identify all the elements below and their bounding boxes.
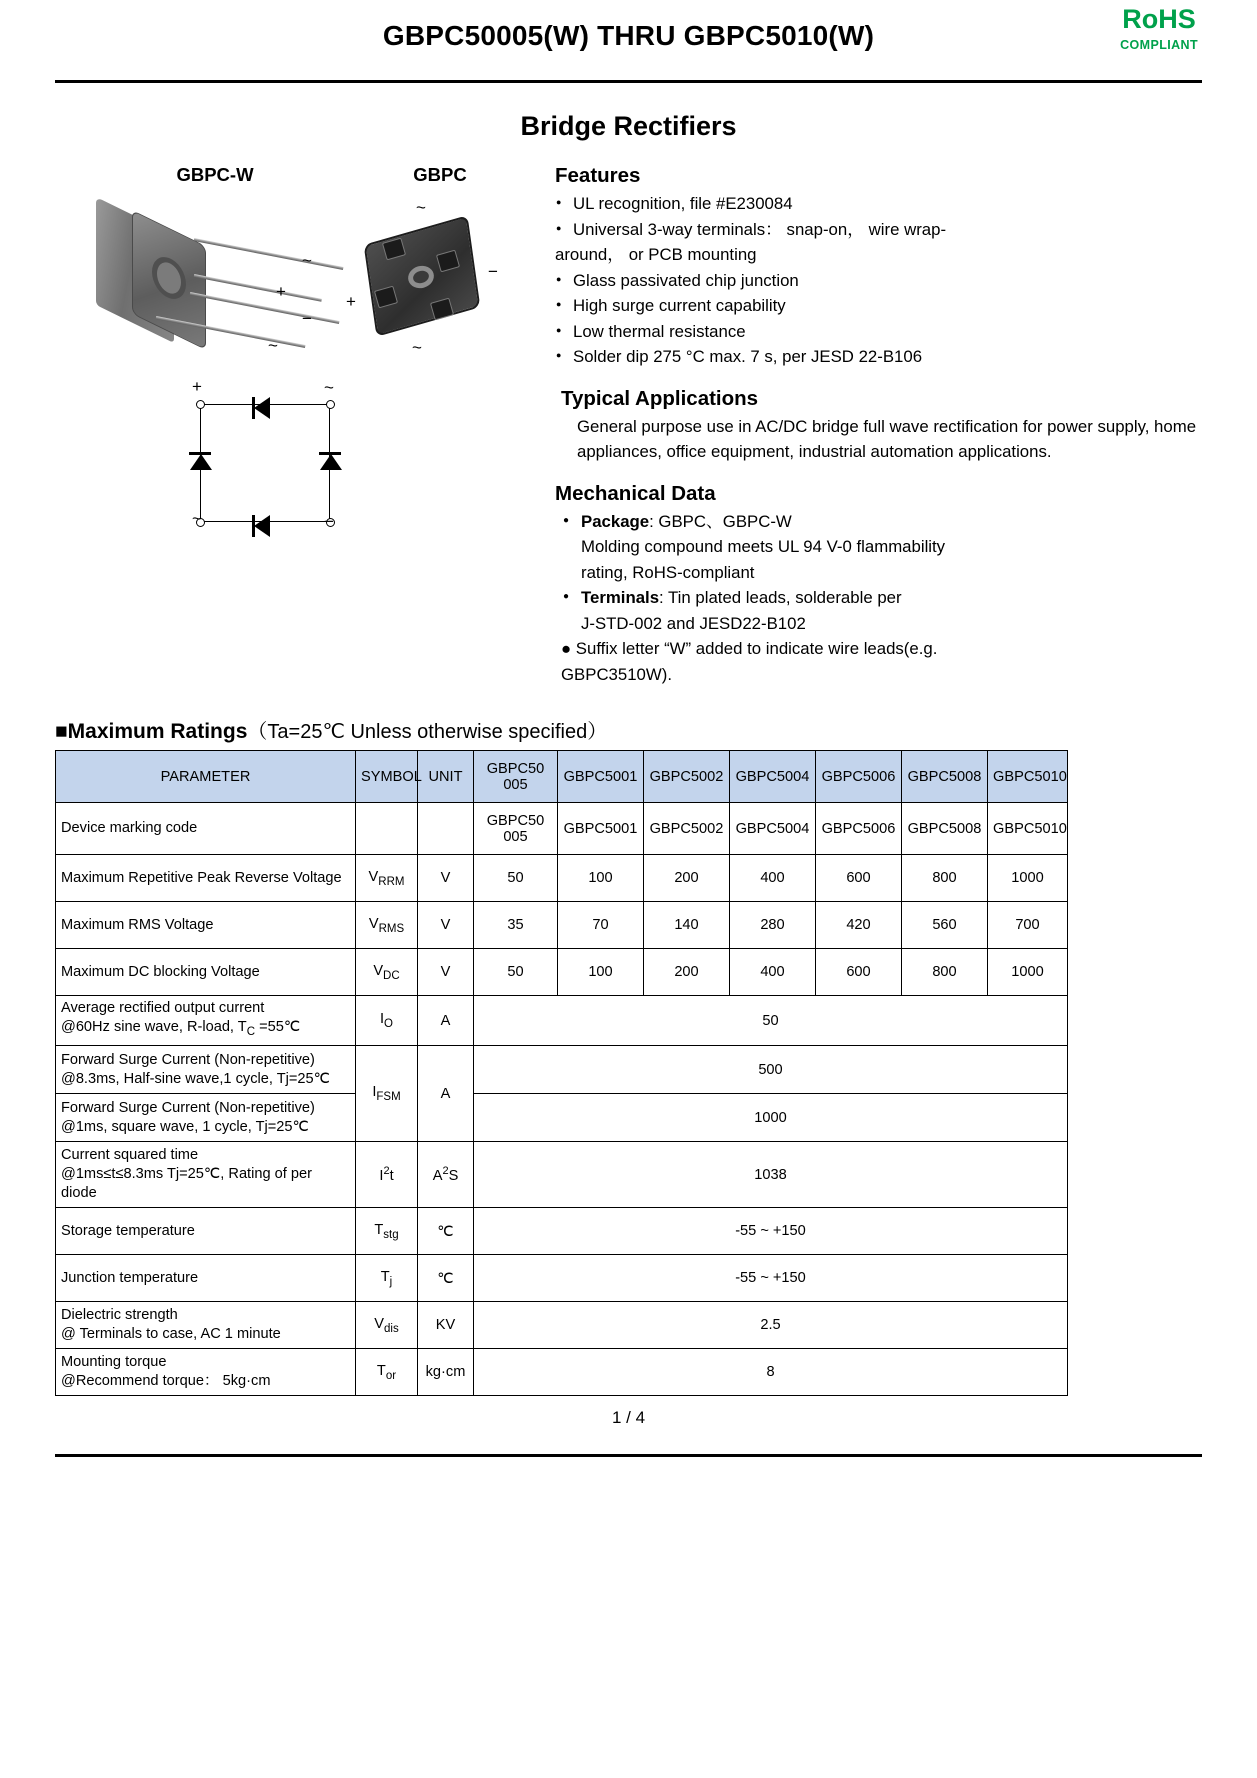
row-value: 200 (644, 949, 730, 996)
row-symbol: $T_j$ (356, 1255, 418, 1302)
row-value: 100 (558, 949, 644, 996)
row-merged-value: 2.5 (474, 1302, 1068, 1349)
col-header-parameter: PARAMETER (56, 751, 356, 803)
row-value: GBPC5002 (644, 803, 730, 855)
package-gbpc (340, 164, 540, 366)
table-row (56, 902, 1068, 949)
table-row (56, 1302, 1068, 1349)
gbpc-terminal-ac2-symbol: ~ (412, 338, 422, 357)
row-param: Storage temperature (56, 1208, 356, 1255)
row-symbol: $I_O$ (356, 996, 418, 1046)
applications-heading: Typical Applications (561, 386, 759, 410)
schematic-ac-top-label: ~ (324, 378, 334, 397)
rohs-label: RoHS (1122, 4, 1196, 34)
row-merged-value: 500 (474, 1046, 1068, 1094)
row-value: 600 (816, 855, 902, 902)
content-columns (55, 164, 1202, 687)
terminal-minus-symbol: − (302, 309, 312, 328)
document-subtitle: Bridge Rectifiers (520, 111, 737, 141)
row-unit: ℃ (418, 1208, 474, 1255)
col-header-gbpc5002: GBPC5002 (644, 751, 730, 803)
row-symbol: $V_{dis}$ (356, 1302, 418, 1349)
row-param: Maximum RMS Voltage (56, 902, 356, 949)
row-unit: A (418, 1046, 474, 1142)
mechanical-item-package (561, 509, 1202, 535)
gbpc-terminal-ac1-symbol: ~ (416, 198, 426, 217)
table-row (56, 1046, 1068, 1094)
rohs-compliant-label: COMPLIANT (1120, 38, 1198, 52)
row-value: 35 (474, 902, 558, 949)
row-unit: V (418, 902, 474, 949)
schematic-minus-label: − (324, 512, 334, 531)
row-param: Device marking code (56, 803, 356, 855)
row-param: Junction temperature (56, 1255, 356, 1302)
row-value: 600 (816, 949, 902, 996)
row-symbol: $V_{DC}$ (356, 949, 418, 996)
row-merged-value: 8 (474, 1349, 1068, 1396)
row-symbol: $I_{FSM}$ (356, 1046, 418, 1142)
ratings-section-title (55, 715, 1202, 744)
terminal-plus-symbol: + (276, 282, 286, 301)
row-symbol: $V_{RMS}$ (356, 902, 418, 949)
row-value: GBPC5001 (558, 803, 644, 855)
ratings-title-rest: （Ta=25℃ Unless otherwise specified） (247, 721, 608, 743)
row-param: Maximum Repetitive Peak Reverse Voltage (56, 855, 356, 902)
row-value: 800 (902, 855, 988, 902)
table-row (56, 1255, 1068, 1302)
schematic-ac-bottom-label: ~ (192, 509, 202, 528)
mechanical-item-terminals (561, 585, 1202, 611)
features-list (555, 191, 1202, 370)
row-value: 400 (730, 949, 816, 996)
header-divider (55, 80, 1202, 83)
row-value: 560 (902, 902, 988, 949)
row-value: 1000 (988, 855, 1068, 902)
row-param: Maximum DC blocking Voltage (56, 949, 356, 996)
row-unit: A (418, 996, 474, 1046)
page-header (55, 0, 1202, 78)
row-param: Average rectified output current @60Hz sine wave, R-load, $T_C$ =55℃ (56, 996, 356, 1046)
row-value: GBPC5008 (902, 803, 988, 855)
mechanical-item-value: : GBPC、GBPC-W (649, 511, 792, 531)
maximum-ratings-table (55, 750, 1068, 1396)
row-value: 420 (816, 902, 902, 949)
row-value: 140 (644, 902, 730, 949)
gbpc-terminal-plus-symbol: + (346, 292, 356, 311)
package-gbpc-w-image (90, 196, 340, 366)
row-param: Forward Surge Current (Non-repetitive) @8.3ms, Half-sine wave,1 cycle, Tj=25℃ (56, 1046, 356, 1094)
gbpc-terminal-minus-symbol: − (488, 262, 498, 281)
feature-item: ● Glass passivated chip junction (555, 268, 1202, 294)
row-value: 50 (474, 949, 558, 996)
applications-text: General purpose use in AC/DC bridge full wave rectification for power supply, home appliances, office equipment, industrial automation applications. (577, 416, 1197, 461)
row-merged-value: 1000 (474, 1094, 1068, 1142)
row-symbol (356, 803, 418, 855)
mechanical-item-key: Terminals (581, 588, 660, 607)
row-param: Forward Surge Current (Non-repetitive) @1ms, square wave, 1 cycle, Tj=25℃ (56, 1094, 356, 1142)
feature-item: ● Solder dip 275 °C max. 7 s, per JESD 22-B106 (555, 344, 1202, 370)
col-header-gbpc5008: GBPC5008 (902, 751, 988, 803)
col-header-gbpc50005 (474, 751, 558, 803)
mechanical-item-continuation: rating, RoHS-compliant (581, 562, 755, 582)
row-unit: KV (418, 1302, 474, 1349)
row-symbol: $V_{RRM}$ (356, 855, 418, 902)
table-row (56, 855, 1068, 902)
mechanical-item-suffix: ● Suffix letter “W” added to indicate wire leads(e.g. (561, 639, 938, 658)
row-symbol: $T_{stg}$ (356, 1208, 418, 1255)
mechanical-item-continuation: Molding compound meets UL 94 V-0 flammability (581, 537, 946, 556)
col-header-gbpc5004: GBPC5004 (730, 751, 816, 803)
rohs-badge (1120, 6, 1198, 52)
col-header-unit: UNIT (418, 751, 474, 803)
col-header-part-line1: GBPC50 (486, 760, 545, 777)
schematic-plus-label: + (192, 377, 202, 396)
mechanical-list (555, 509, 1202, 688)
row-value: 800 (902, 949, 988, 996)
col-header-symbol: SYMBOL (356, 751, 418, 803)
row-value: GBPC5004 (730, 803, 816, 855)
table-row (56, 1349, 1068, 1396)
feature-item: ● Low thermal resistance (555, 319, 1202, 345)
row-value: 280 (730, 902, 816, 949)
mechanical-item-key: Package (581, 511, 650, 531)
features-heading: Features (555, 164, 641, 187)
row-param: Current squared time @1ms≤t≤8.3ms Tj=25℃, Rating of per diode (56, 1142, 356, 1208)
row-unit: $A^2S$ (418, 1142, 474, 1208)
footer-divider (55, 1454, 1202, 1457)
row-param: Mounting torque @Recommend torque： 5kg·cm (56, 1349, 356, 1396)
row-value: GBPC5006 (816, 803, 902, 855)
row-unit: ℃ (418, 1255, 474, 1302)
row-symbol: $I^2t$ (356, 1142, 418, 1208)
feature-item: ● UL recognition, file #E230084 (555, 191, 1202, 217)
row-symbol: $T_{or}$ (356, 1349, 418, 1396)
page-title: GBPC50005(W) THRU GBPC5010(W) (382, 20, 875, 51)
mechanical-item-value: : Tin plated leads, solderable per (659, 588, 902, 607)
row-unit: V (418, 855, 474, 902)
row-unit (418, 803, 474, 855)
col-header-gbpc5010: GBPC5010 (988, 751, 1068, 803)
row-unit: kg·cm (418, 1349, 474, 1396)
row-value: 1000 (988, 949, 1068, 996)
package-gbpc-w-label: GBPC-W (176, 164, 254, 185)
row-merged-value: 1038 (474, 1142, 1068, 1208)
mechanical-heading: Mechanical Data (555, 481, 716, 505)
page-number: 1 / 4 (611, 1408, 646, 1427)
table-row (56, 1208, 1068, 1255)
col-header-gbpc5006: GBPC5006 (816, 751, 902, 803)
table-header-row (56, 751, 1068, 803)
feature-item: ● Universal 3-way terminals： snap-on， wire wrap- (555, 217, 1202, 243)
row-value: GBPC5010 (988, 803, 1068, 855)
col-header-gbpc5001: GBPC5001 (558, 751, 644, 803)
mechanical-item-continuation: GBPC3510W). (561, 664, 672, 684)
feature-item: ● High surge current capability (555, 293, 1202, 319)
package-gbpc-image (340, 196, 540, 366)
table-row (56, 1142, 1068, 1208)
row-value: GBPC50 005 (474, 803, 558, 855)
terminal-ac1-symbol: ~ (302, 251, 312, 270)
row-merged-value: 50 (474, 996, 1068, 1046)
table-row (56, 803, 1068, 855)
table-row (56, 949, 1068, 996)
feature-item-continuation: around， or PCB mounting (555, 245, 757, 264)
row-value: 200 (644, 855, 730, 902)
ratings-title-bold: ■Maximum Ratings (55, 720, 248, 743)
mechanical-item-continuation: J-STD-002 and JESD22-B102 (581, 613, 806, 633)
row-value: 70 (558, 902, 644, 949)
terminal-ac2-symbol: ~ (268, 336, 278, 355)
table-row (56, 1094, 1068, 1142)
row-merged-value: -55 ~ +150 (474, 1208, 1068, 1255)
table-row (56, 996, 1068, 1046)
row-param: Dielectric strength @ Terminals to case, AC 1 minute (56, 1302, 356, 1349)
row-value: 50 (474, 855, 558, 902)
col-header-part-line2: 005 (503, 776, 528, 793)
row-value: 700 (988, 902, 1068, 949)
row-merged-value: -55 ~ +150 (474, 1255, 1068, 1302)
package-illustrations (55, 164, 545, 687)
bridge-schematic (170, 377, 380, 547)
row-unit: V (418, 949, 474, 996)
row-value: 400 (730, 855, 816, 902)
row-value: 100 (558, 855, 644, 902)
package-gbpc-label: GBPC (413, 164, 467, 185)
specification-text (545, 164, 1202, 687)
package-gbpc-w (90, 164, 340, 366)
